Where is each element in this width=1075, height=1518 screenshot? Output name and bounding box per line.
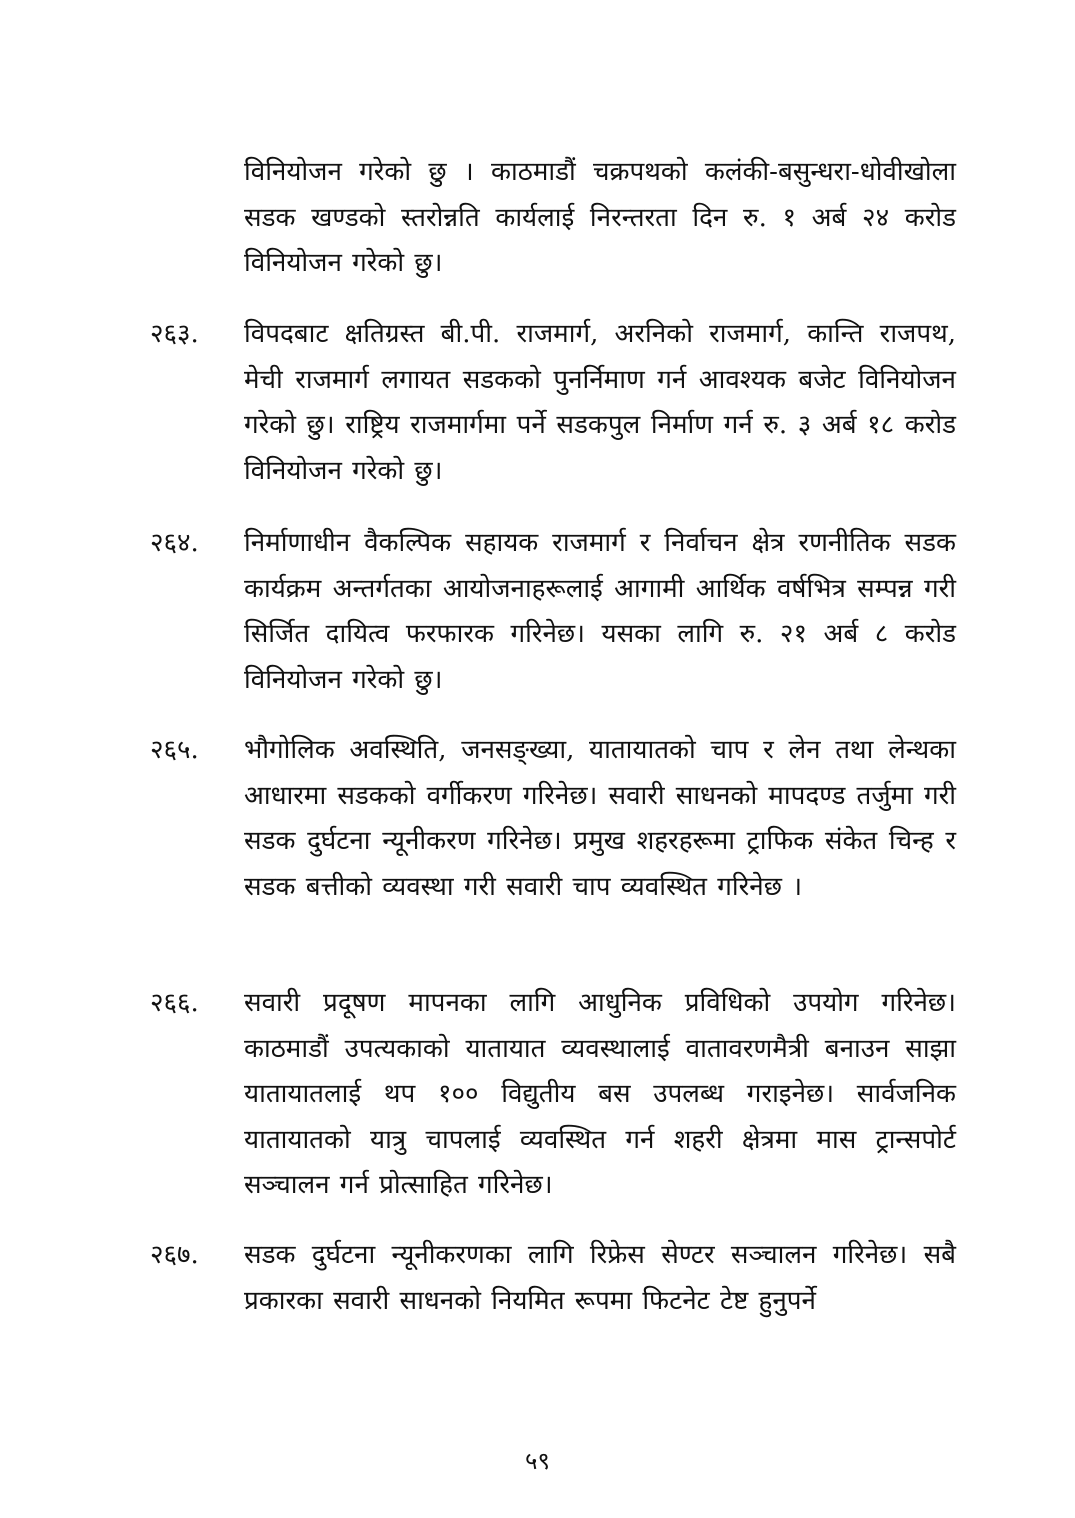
paragraph-text: निर्माणाधीन वैकल्पिक सहायक राजमार्ग र निर्वाचन क्षेत्र रणनीतिक सडक कार्यक्रम अन्तर्गतका आयोजनाहरूलाई आगामी आर्थिक वर्षभित्र सम्पन्न गरी सिर्जित दायित्व फरफारक गरिनेछ। यसका लागि रु. २१ अर्ब ८ करोड विनियोजन गरेको छु।	[244, 528, 956, 695]
paragraph-number: २६६.	[150, 988, 199, 1018]
paragraph-text: भौगोलिक अवस्थिति, जनसङ्ख्या, यातायातको चाप र लेन तथा लेन्थका आधारमा सडकको वर्गीकरण गरिनेछ। सवारी साधनको मापदण्ड तर्जुमा गरी सडक दुर्घटना न्यूनीकरण गरिनेछ। प्रमुख शहरहरूमा ट्राफिक संकेत चिन्ह र सडक बत्तीको व्यवस्था गरी सवारी चाप व्यवस्थित गरिनेछ ।	[244, 735, 956, 902]
paragraph-text: विपदबाट क्षतिग्रस्त बी.पी. राजमार्ग, अरनिको राजमार्ग, कान्ति राजपथ, मेची राजमार्ग लगायत सडकको पुनर्निमाण गर्न आवश्यक बजेट विनियोजन गरेको छु। राष्ट्रिय राजमार्गमा पर्ने सडकपुल निर्माण गर्न रु. ३ अर्ब १८ करोड विनियोजन गरेको छु।	[244, 319, 956, 486]
paragraph-number: २६५.	[150, 735, 199, 765]
paragraph-number: २६७.	[150, 1240, 199, 1270]
paragraph-number: २६४.	[150, 528, 199, 558]
continuation-paragraph	[244, 150, 956, 287]
paragraph-text: सवारी प्रदूषण मापनका लागि आधुनिक प्रविधिको उपयोग गरिनेछ। काठमाडौं उपत्यकाको यातायात व्यवस्थालाई वातावरणमैत्री बनाउन साझा यातायातलाई थप १०० विद्युतीय बस उपलब्ध गराइनेछ। सार्वजनिक यातायातको यात्रु चापलाई व्यवस्थित गर्न शहरी क्षेत्रमा मास ट्रान्सपोर्ट सञ्चालन गर्न प्रोत्साहित गरिनेछ।	[244, 988, 956, 1200]
paragraph-number: २६३.	[150, 319, 199, 349]
paragraph-265	[150, 728, 956, 910]
paragraph-263	[150, 312, 956, 494]
paragraph-264	[150, 521, 956, 703]
paragraph-266	[150, 981, 956, 1209]
page-number: ५९	[525, 1447, 550, 1475]
paragraph-267	[150, 1233, 956, 1324]
paragraph-text: सडक दुर्घटना न्यूनीकरणका लागि रिफ्रेस सेण्टर सञ्चालन गरिनेछ। सबै प्रकारका सवारी साधनको नियमित रूपमा फिटनेट टेष्ट हुनुपर्ने	[244, 1240, 956, 1316]
continuation-text: विनियोजन गरेको छु । काठमाडौं चक्रपथको कलंकी-बसुन्धरा-धोवीखोला सडक खण्डको स्तरोन्नति कार्यलाई निरन्तरता दिन रु. १ अर्ब २४ करोड विनियोजन गरेको छु।	[244, 157, 956, 278]
